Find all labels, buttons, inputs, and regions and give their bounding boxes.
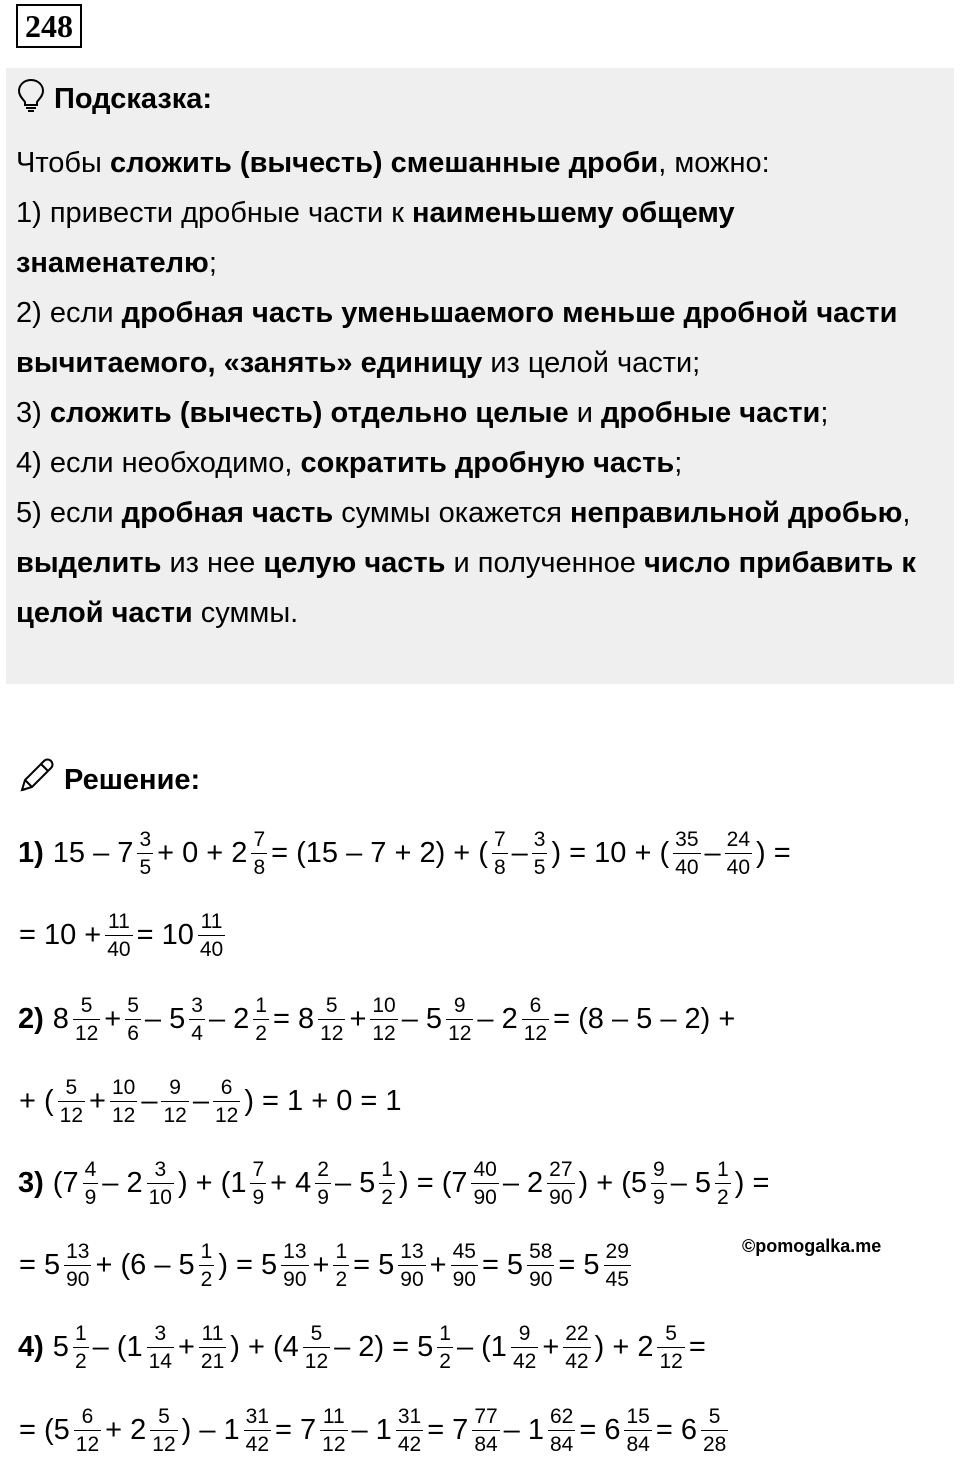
denominator: 12 [320,1430,347,1455]
denominator: 12 [446,1019,473,1044]
step-number: 4) [18,1330,44,1363]
numerator: 3 [154,1157,167,1181]
fraction [281,1241,308,1290]
fraction [548,1406,575,1455]
hint-title: Подсказка: [54,82,213,115]
numerator: 1 [439,1321,451,1345]
denominator: 12 [161,1101,188,1126]
expression-text: = 10 [136,918,194,951]
numerator: 1 [74,1321,87,1345]
expression-text: – 2 [208,1002,250,1035]
numerator: 7 [253,827,266,851]
denominator: 10 [147,1183,174,1208]
numerator: 3 [154,1321,167,1345]
solution-line [18,1312,707,1382]
expression-text: ) + (5 [578,1166,648,1199]
denominator: 12 [303,1347,330,1372]
denominator: 40 [673,853,700,878]
numerator: 9 [453,993,466,1017]
hint-header [16,78,212,120]
expression-text: – (1 [456,1330,507,1363]
numerator: 13 [283,1239,307,1263]
denominator: 40 [105,935,132,960]
hint-body [16,138,941,638]
denominator: 14 [147,1347,174,1372]
expression-text: + ( [19,1084,54,1117]
numerator: 5 [158,1404,170,1428]
fraction [213,1077,240,1126]
denominator: 4 [189,1019,205,1044]
expression-text: – 1 [503,1413,544,1446]
expression-text: ) + (4 [230,1330,299,1363]
fraction [74,1406,101,1455]
solution-title: Решение: [64,763,201,796]
fraction [715,1159,731,1208]
fraction [303,1323,330,1372]
denominator: 12 [370,1019,397,1044]
expression-text: + [312,1248,330,1281]
numerator: 5 [708,1404,721,1428]
expression-text: = 5 [19,1248,61,1281]
numerator: 31 [397,1404,422,1428]
numerator: 5 [665,1321,677,1345]
step-number: 1) [18,836,44,869]
numerator: 13 [400,1239,424,1263]
numerator: 58 [529,1239,553,1263]
step-number: 2) [18,1002,44,1035]
denominator: 2 [715,1183,731,1208]
expression-text: – [704,836,721,869]
denominator: 90 [471,1183,498,1208]
denominator: 8 [492,853,508,878]
pencil-icon [16,756,56,804]
expression-text: = 8 [272,1002,315,1035]
solution-line [18,1230,634,1300]
expression-text: + 2 [105,1413,147,1446]
denominator: 6 [125,1019,141,1044]
denominator: 90 [451,1265,478,1290]
numerator: 6 [220,1075,233,1099]
denominator: 2 [379,1183,395,1208]
task-number: 248 [16,4,82,48]
denominator: 2 [333,1265,349,1290]
numerator: 5 [65,1075,78,1099]
numerator: 11 [201,1321,224,1345]
expression-text: = 7 [275,1413,317,1446]
numerator: 62 [550,1404,574,1428]
hint-panel [6,68,954,684]
expression-text: + 4 [270,1166,312,1199]
denominator: 45 [604,1265,631,1290]
lightbulb-icon [16,78,46,120]
fraction [315,1159,331,1208]
hint-step-4: 4) если необходимо, сократить дробную часть; [16,447,683,479]
fraction [527,1241,554,1290]
expression-text: ) + (1 [177,1166,247,1199]
numerator: 9 [653,1157,665,1181]
expression-text: + [104,1002,122,1035]
expression-text: = 5 [353,1248,395,1281]
numerator: 11 [200,909,223,933]
denominator: 84 [472,1430,499,1455]
expression-text: – 5 [144,1002,186,1035]
numerator: 9 [518,1321,531,1345]
step-number: 3) [18,1166,44,1199]
denominator: 9 [651,1183,667,1208]
numerator: 31 [245,1404,270,1428]
expression-text: – 2 [502,1166,544,1199]
denominator: 84 [548,1430,575,1455]
fraction [73,995,100,1044]
denominator: 2 [73,1347,89,1372]
fraction [532,829,548,878]
fraction [563,1323,590,1372]
expression-text: ) = (7 [398,1166,468,1199]
denominator: 12 [213,1101,240,1126]
fraction [110,1077,137,1126]
fraction [451,1241,478,1290]
expression-text: = 7 [427,1413,469,1446]
numerator: 15 [626,1404,650,1428]
denominator: 90 [64,1265,91,1290]
expression-text: = 6 [655,1413,697,1446]
denominator: 90 [398,1265,425,1290]
expression-text: – 1 [351,1413,392,1446]
expression-text: ) = 5 [218,1248,278,1281]
fraction [199,1323,226,1372]
expression-text: = (5 [19,1413,70,1446]
numerator: 5 [325,993,338,1017]
denominator: 12 [58,1101,85,1126]
expression-text: = 5 [558,1248,600,1281]
fraction [64,1241,91,1290]
expression-text: = 5 [481,1248,524,1281]
expression-text: ) = [734,1166,770,1199]
fraction [199,1241,215,1290]
fraction [137,829,153,878]
expression-text: + [429,1248,447,1281]
fraction [125,995,141,1044]
expression-text: ) + 2 [594,1330,654,1363]
denominator: 40 [725,853,752,878]
hint-step-2: 2) если дробная часть уменьшаемого меньше дробной части вычитаемого, «занять» единицу из целой части; [16,297,898,379]
numerator: 10 [111,1075,136,1099]
numerator: 1 [381,1157,393,1181]
fraction [320,1406,347,1455]
numerator: 40 [473,1157,497,1181]
denominator: 42 [563,1347,590,1372]
fraction [624,1406,651,1455]
denominator: 42 [511,1347,538,1372]
solution-line [18,1066,403,1136]
denominator: 42 [396,1430,423,1455]
numerator: 3 [533,827,546,851]
numerator: 29 [605,1239,629,1263]
fraction [83,1159,99,1208]
solution-line [18,1395,731,1465]
expression-text: + 0 + 2 [157,836,248,869]
fraction [379,1159,395,1208]
hint-step-5: 5) если дробная часть суммы окажется неправильной дробью, выделить из нее целую часть и полученное число прибавить к целой части суммы. [16,497,916,629]
denominator: 12 [74,1430,101,1455]
expression-text: 5 [52,1330,69,1363]
denominator: 2 [253,1019,269,1044]
numerator: 1 [255,993,267,1017]
fraction [437,1323,453,1372]
denominator: 9 [83,1183,99,1208]
fraction [657,1323,684,1372]
denominator: 40 [198,935,225,960]
numerator: 4 [84,1157,97,1181]
fraction [161,1077,188,1126]
numerator: 5 [80,993,93,1017]
numerator: 24 [726,827,750,851]
numerator: 7 [493,827,506,851]
fraction [396,1406,423,1455]
denominator: 28 [701,1430,728,1455]
numerator: 11 [108,909,130,933]
numerator: 2 [317,1157,329,1181]
expression-text: 15 – 7 [52,836,134,869]
fraction [547,1159,574,1208]
solution-line [18,984,736,1054]
fraction [147,1323,174,1372]
watermark: ©pomogalka.me [742,1236,882,1256]
expression-text: + [177,1330,195,1363]
fraction [522,995,549,1044]
expression-text: + [542,1330,560,1363]
fraction [472,1406,499,1455]
fraction [651,1159,667,1208]
fraction [673,829,700,878]
denominator: 9 [315,1183,331,1208]
expression-text: – [192,1084,209,1117]
denominator: 5 [532,853,548,878]
numerator: 3 [191,993,203,1017]
fraction [492,829,508,878]
hint-step-1: 1) привести дробные части к наименьшему общему знаменателю; [16,197,735,279]
numerator: 10 [372,993,396,1017]
fraction [333,1241,349,1290]
expression-text: – [141,1084,158,1117]
expression-text: – 5 [670,1166,712,1199]
numerator: 9 [169,1075,181,1099]
fraction [58,1077,85,1126]
expression-text: = (8 – 5 – 2) + [553,1002,736,1035]
numerator: 5 [310,1321,323,1345]
denominator: 5 [137,853,153,878]
expression-text: – [511,836,528,869]
fraction [253,995,269,1044]
numerator: 1 [335,1239,348,1263]
hint-paragraph: Чтобы сложить (вычесть) смешанные дроби, можно: [16,147,770,179]
expression-text: 8 [52,1002,69,1035]
numerator: 5 [127,993,139,1017]
denominator: 9 [250,1183,266,1208]
expression-text: + [89,1084,106,1117]
expression-text: – 5 [401,1002,443,1035]
denominator: 12 [318,1019,345,1044]
fraction [370,995,397,1044]
numerator: 6 [529,993,542,1017]
numerator: 45 [452,1239,476,1263]
fraction [701,1406,728,1455]
denominator: 12 [150,1430,177,1455]
denominator: 84 [624,1430,651,1455]
fraction [105,911,132,960]
solution-line [18,900,228,970]
denominator: 90 [281,1265,308,1290]
solution-line [18,1148,770,1218]
solution-header [16,756,200,804]
numerator: 35 [675,827,699,851]
expression-text: ) = [756,836,791,869]
numerator: 1 [717,1157,729,1181]
denominator: 12 [657,1347,684,1372]
fraction [398,1241,425,1290]
fraction [244,1406,271,1455]
fraction [446,995,473,1044]
expression-text: – 2 [477,1002,518,1035]
fraction [511,1323,538,1372]
expression-text: = [688,1330,706,1363]
expression-text: – (1 [92,1330,143,1363]
numerator: 3 [139,827,152,851]
denominator: 8 [251,853,267,878]
hint-step-3: 3) сложить (вычесть) отдельно целые и дробные части; [16,397,829,429]
expression-text: + [349,1002,367,1035]
numerator: 6 [81,1404,94,1428]
expression-text: ) – 1 [181,1413,240,1446]
numerator: 13 [66,1239,90,1263]
denominator: 21 [199,1347,226,1372]
expression-text: ) = 10 + ( [551,836,670,869]
denominator: 12 [110,1101,137,1126]
fraction [251,829,267,878]
fraction [198,911,225,960]
numerator: 77 [474,1404,498,1428]
expression-text: ) = 1 + 0 = 1 [244,1084,402,1117]
expression-text: = 10 + [19,918,102,951]
expression-text: – 2) = 5 [334,1330,434,1363]
fraction [604,1241,631,1290]
solution-line [18,818,792,888]
denominator: 12 [522,1019,549,1044]
denominator: 2 [199,1265,215,1290]
numerator: 7 [252,1157,265,1181]
denominator: 90 [547,1183,574,1208]
fraction [725,829,752,878]
denominator: 2 [437,1347,453,1372]
expression-text: – 2 [102,1166,143,1199]
fraction [250,1159,266,1208]
expression-text: – 5 [334,1166,376,1199]
denominator: 42 [244,1430,271,1455]
numerator: 1 [200,1239,213,1263]
fraction [73,1323,89,1372]
fraction [471,1159,498,1208]
fraction [147,1159,174,1208]
numerator: 27 [549,1157,573,1181]
denominator: 12 [73,1019,100,1044]
denominator: 90 [527,1265,554,1290]
expression-text: + (6 – 5 [95,1248,195,1281]
expression-text: (7 [52,1166,79,1199]
fraction [189,995,205,1044]
numerator: 11 [322,1404,345,1428]
fraction [318,995,345,1044]
expression-text: = (15 – 7 + 2) + ( [271,836,488,869]
expression-text: = 6 [579,1413,621,1446]
fraction [150,1406,177,1455]
numerator: 22 [565,1321,589,1345]
